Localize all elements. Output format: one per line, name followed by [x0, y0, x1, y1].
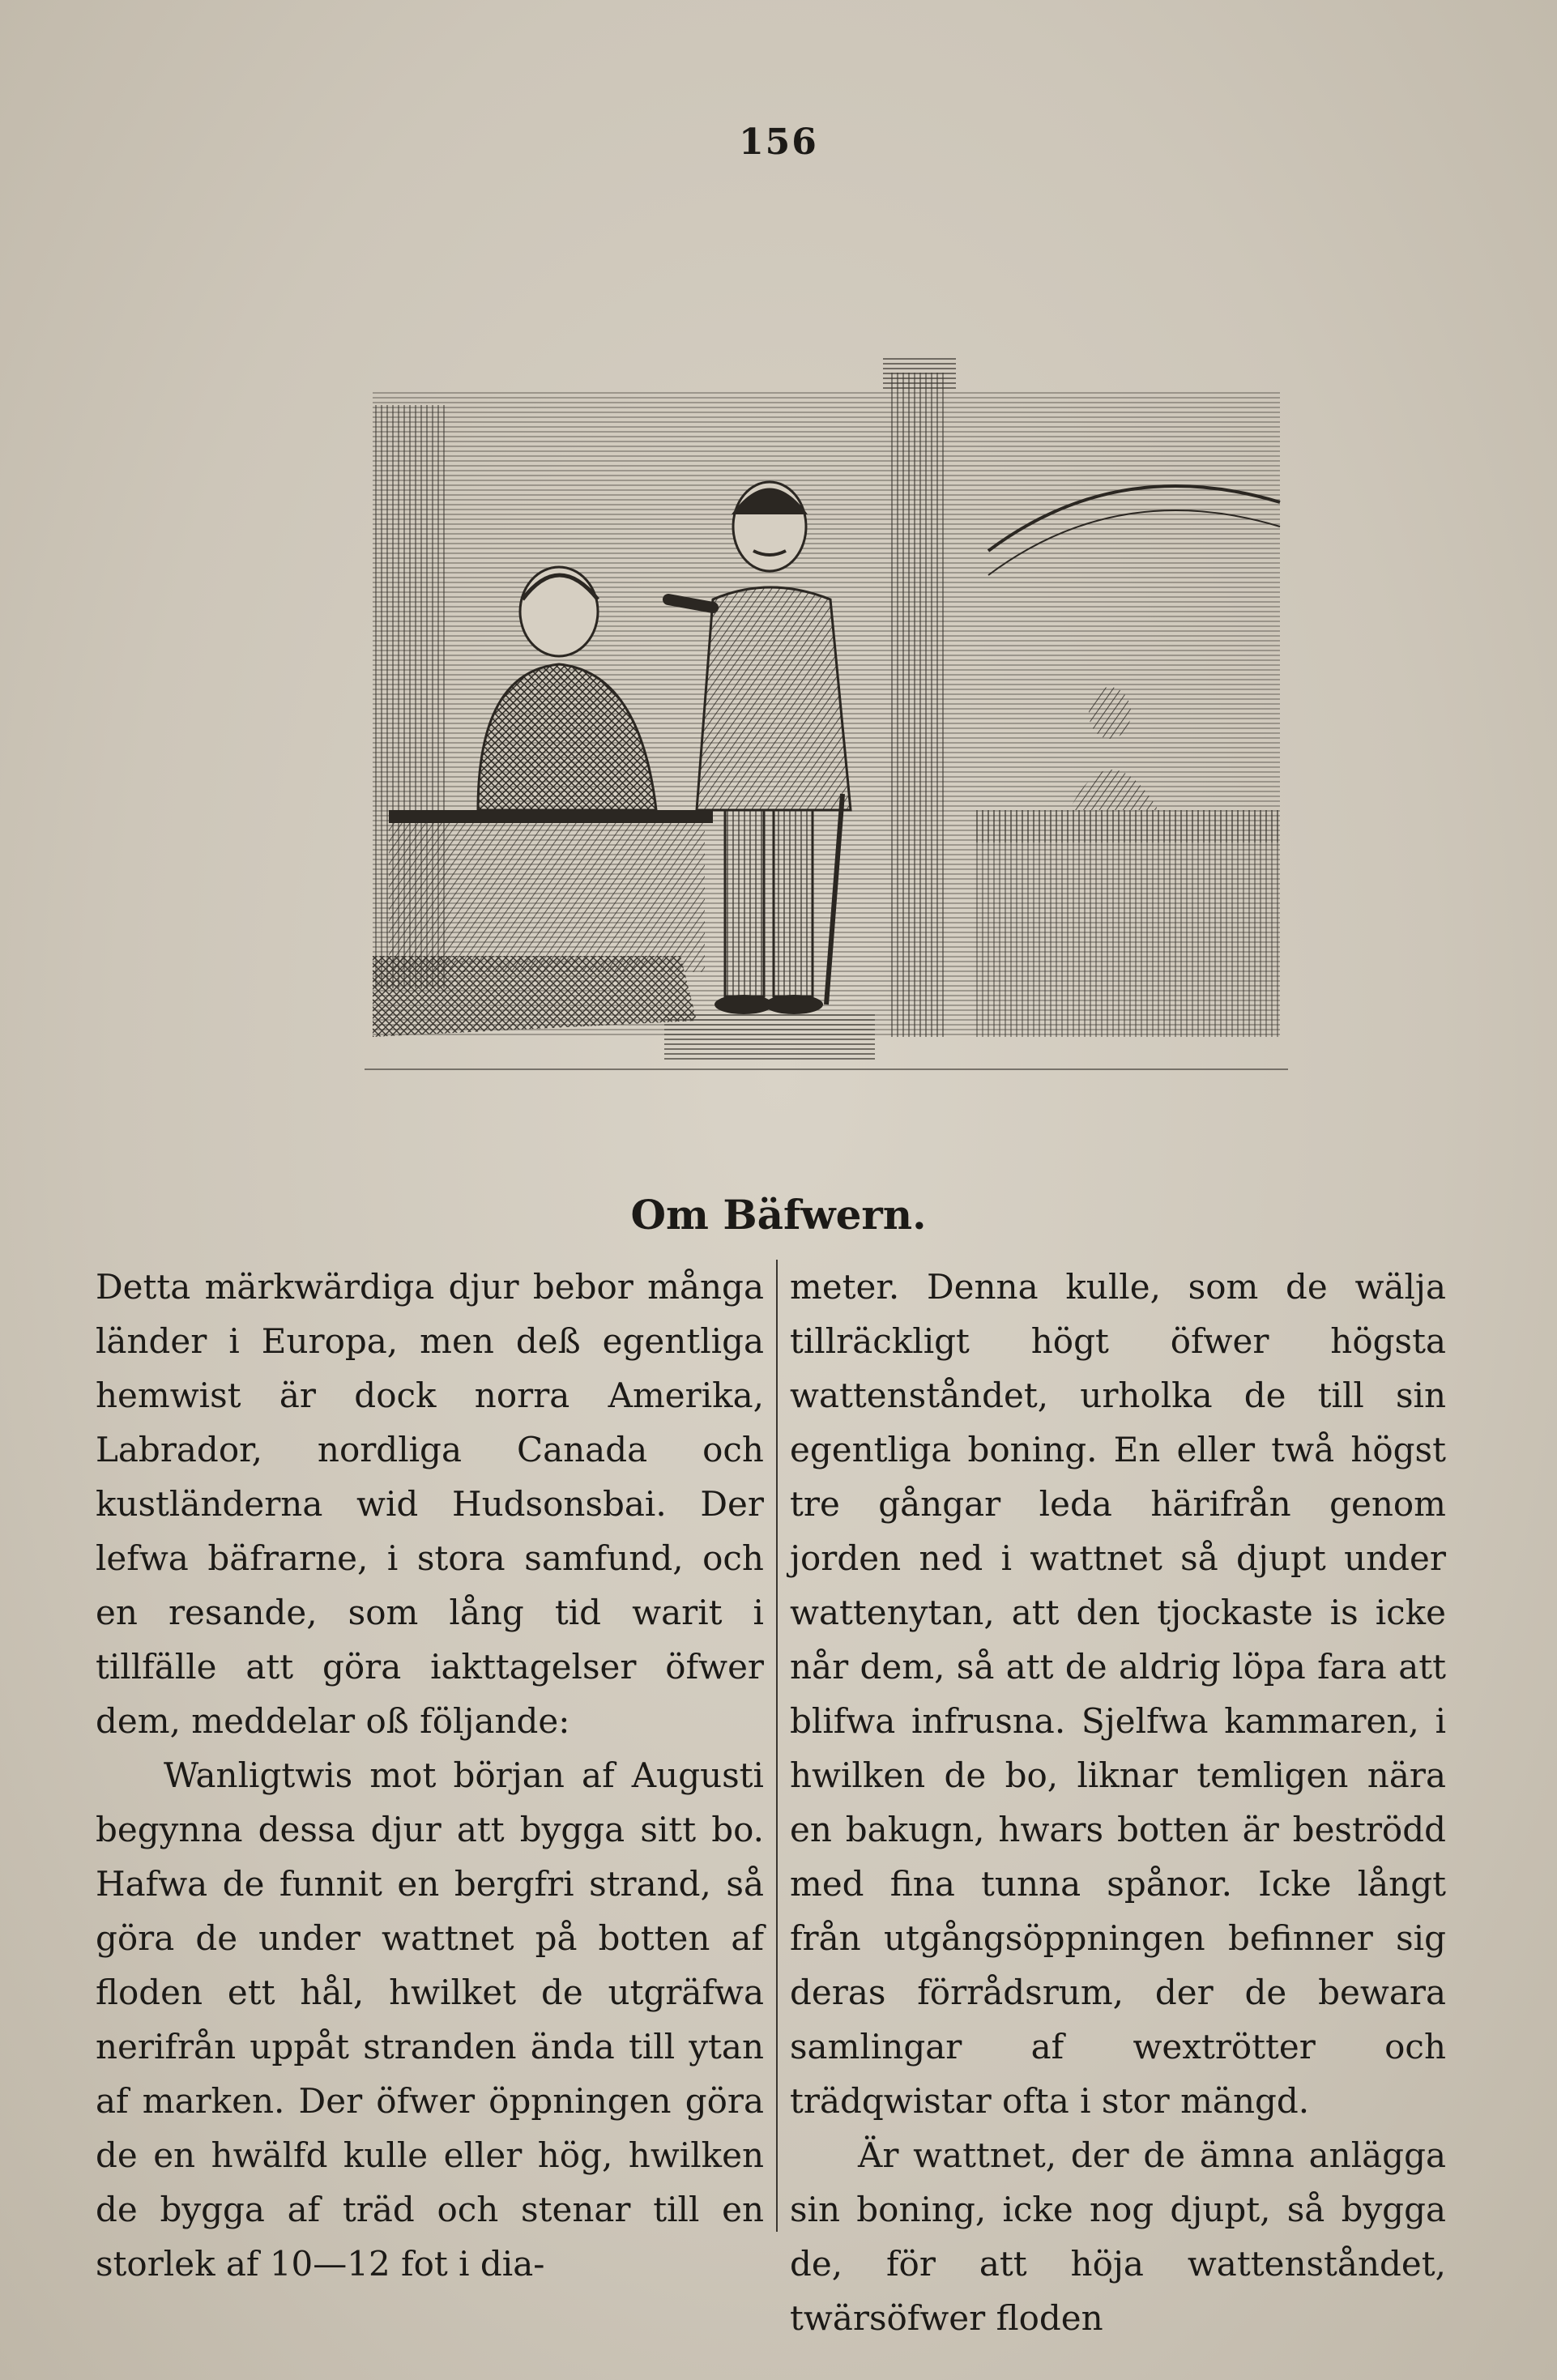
engraving-illustration: [356, 356, 1296, 1086]
paragraph: Är wattnet, der de ämna anlägga sin boning, icke nog djupt, så bygga de, för att höja wattenståndet, twärsöfwer floden: [790, 2135, 1446, 2338]
left-column: [96, 1260, 764, 2284]
page-number: 156: [739, 122, 818, 163]
right-column: [790, 1260, 1446, 2338]
paragraph: Wanligtwis mot början af Augusti begynna dessa djur att bygga sitt bo. Hafwa de funnit en bergfri strand, så göra de under wattnet på botten af floden ett hål, hwilket de utgräfwa nerifrån uppåt stranden ända till ytan af marken. Der öfwer öppningen göra de en hwälfd kulle eller hög, hwilken de bygga af träd och stenar till en storlek af 10—12 fot i dia-: [96, 1755, 764, 2284]
column-divider: [776, 1260, 778, 2232]
article-heading: Om Bäfwern.: [630, 1191, 927, 1239]
paragraph: Detta märkwärdiga djur bebor många länder i Europa, men deß egentliga hemwist är dock norra Amerika, Labrador, nordliga Canada och kustländerna wid Hudsonsbai. Der lefwa bäfrarne, i stora samfund, och en resande, som lång tid warit i tillfälle att göra iakttagelser öfwer dem, meddelar oß följande:: [96, 1267, 764, 1741]
paragraph: meter. Denna kulle, som de wälja tillräckligt högt öfwer högsta wattenståndet, urholka de till sin egentliga boning. En eller twå högst tre gångar leda härifrån genom jorden ned i wattnet så djupt under wattenytan, att den tjockaste is icke når dem, så att de aldrig löpa fara att blifwa infrusna. Sjelfwa kammaren, i hwilken de bo, liknar temligen nära en bakugn, hwars botten är beströdd med fina tunna spånor. Icke långt från utgångsöppningen befinner sig deras förrådsrum, der de bewara samlingar af wextrötter och trädqwistar ofta i stor mängd.: [790, 1267, 1446, 2121]
